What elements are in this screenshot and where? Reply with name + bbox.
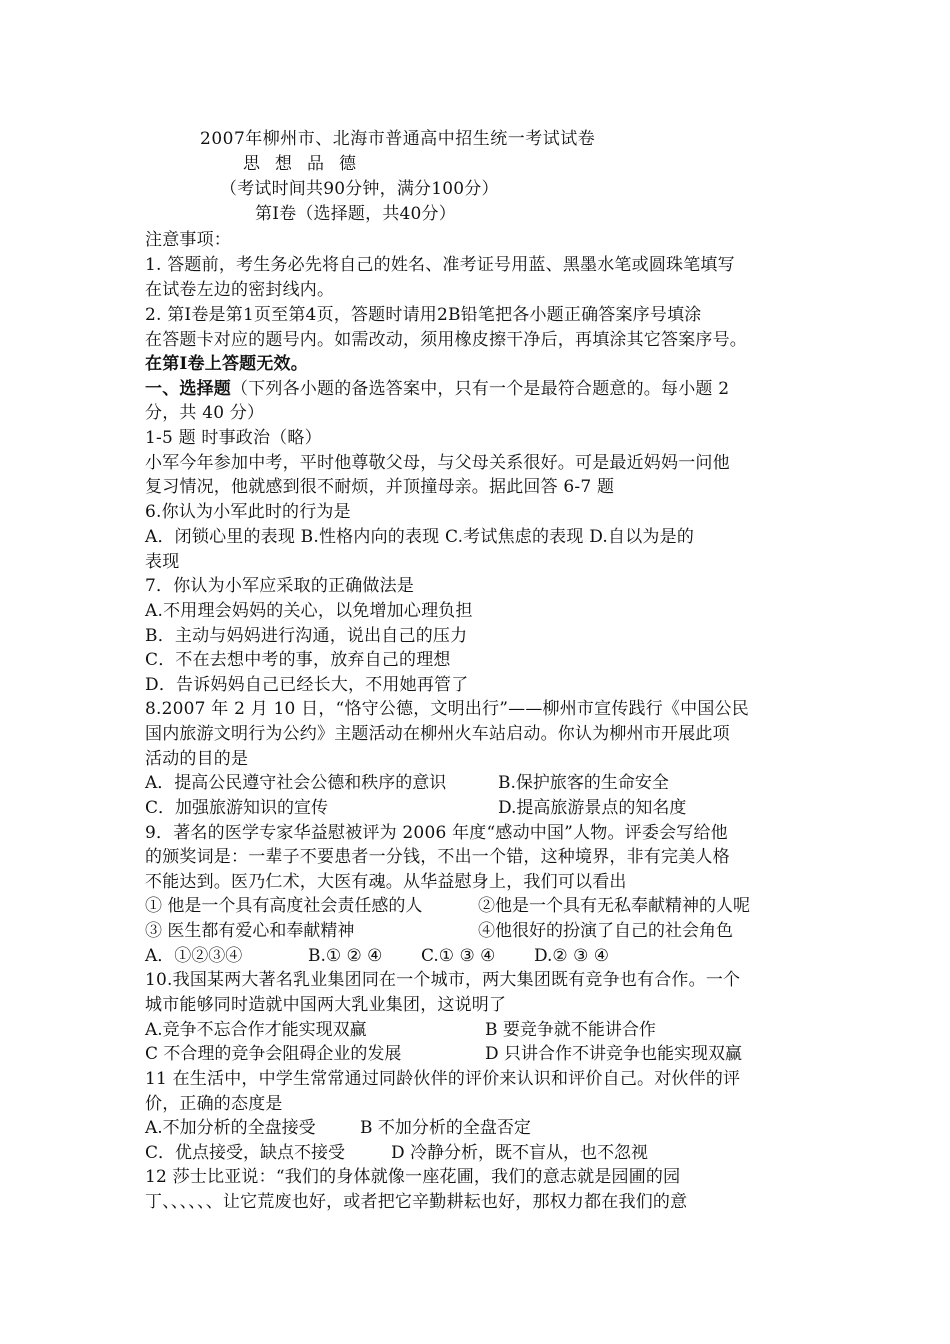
question-6-7-stem-line-1: 小军今年参加中考，平时他尊敬父母，与父母关系很好。可是最近妈妈一问他 [145,453,730,473]
question-10-line-2: 城市能够同时造就中国两大乳业集团，这说明了 [145,995,507,1015]
question-12-line-1: 12 莎士比亚说：“我们的身体就像一座花圃，我们的意志就是园圃的园 [145,1167,681,1187]
notice-heading: 注意事项： [145,230,231,250]
notice-item-2-line-2: 在答题卡对应的题号内。如需改动，须用橡皮擦干净后，再填涂其它答案序号。 [145,330,747,350]
question-9-line-1: 9．著名的医学专家华益慰被评为 2006 年度“感动中国”人物。评委会写给他 [145,823,728,843]
question-9-statement-3: ③ 医生都有爱心和奉献精神 [145,921,355,941]
question-11-option-b: B 不加分析的全盘否定 [360,1118,531,1138]
question-11-line-1: 11 在生活中，中学生常常通过同龄伙伴的评价来认识和评价自己。对伙伴的评 [145,1069,741,1089]
question-7-option-b: B．主动与妈妈进行沟通，说出自己的压力 [145,626,468,646]
question-6-options-line-1: A．闭锁心里的表现 B.性格内向的表现 C.考试焦虑的表现 D.自以为是的 [145,527,695,547]
exam-part-title: 第Ⅰ卷（选择题，共40分） [255,204,456,224]
question-8-line-3: 活动的目的是 [145,749,249,769]
section-1-line-2: 分，共 40 分） [145,403,265,423]
question-10-option-a: A.竞争不忘合作才能实现双赢 [145,1020,367,1040]
question-9-option-b: B.① ② ④ [308,946,383,966]
question-9-statement-4: ④他很好的扮演了自己的社会角色 [478,921,733,941]
exam-title: 2007年柳州市、北海市普通高中招生统一考试试卷 [200,129,596,149]
question-9-option-d: D.② ③ ④ [534,946,609,966]
question-7-option-a: A.不用理会妈妈的关心，以免增加心理负担 [145,601,473,621]
question-9-option-a: A．①②③④ [145,946,243,966]
question-7: 7．你认为小军应采取的正确做法是 [145,576,415,596]
question-10-line-1: 10.我国某两大著名乳业集团同在一个城市，两大集团既有竞争也有合作。一个 [145,970,741,990]
exam-subject: 思想品德 [243,154,371,174]
question-11-option-a: A.不加分析的全盘接受 [145,1118,316,1138]
question-1-5: 1-5 题 时事政治（略） [145,428,322,448]
notice-warning: 在第Ⅰ卷上答题无效。 [145,354,308,374]
question-8-option-d: D.提高旅游景点的知名度 [498,798,687,818]
question-7-option-c: C．不在去想中考的事，放弃自己的理想 [145,650,451,670]
question-9-statement-2: ②他是一个具有无私奉献精神的人呢 [478,896,750,916]
question-6-7-stem-line-2: 复习情况，他就感到很不耐烦，并顶撞母亲。据此回答 6-7 题 [145,477,615,497]
question-9-option-c: C.① ③ ④ [421,946,496,966]
question-8-option-b: B.保护旅客的生命安全 [498,773,669,793]
question-7-option-d: D．告诉妈妈自己已经长大，不用她再管了 [145,675,469,695]
question-8-option-a: A．提高公民遵守社会公德和秩序的意识 [145,773,447,793]
question-10-option-c: C 不合理的竞争会阻碍企业的发展 [145,1044,402,1064]
question-12-line-2: 丁、、、、、、让它荒废也好，或者把它辛勤耕耘也好，那权力都在我们的意 [145,1192,688,1212]
question-11-option-d: D 冷静分析，既不盲从，也不忽视 [391,1143,649,1163]
question-9-statement-1: ① 他是一个具有高度社会责任感的人 [145,896,423,916]
notice-item-1-line-1: 1. 答题前，考生务必先将自己的姓名、准考证号用蓝、黑墨水笔或圆珠笔填写 [145,255,735,275]
section-1-heading: 一、选择题 [145,379,231,399]
section-1-line-1 [145,377,729,401]
question-10-option-d: D 只讲合作不讲竞争也能实现双赢 [485,1044,743,1064]
question-9-line-3: 不能达到。医乃仁术，大医有魂。从华益慰身上，我们可以看出 [145,872,627,892]
question-10-option-b: B 要竞争就不能讲合作 [485,1020,656,1040]
question-9-line-2: 的颁奖词是：一辈子不要患者一分钱，不出一个错，这种境界，非有完美人格 [145,847,730,867]
exam-time-note: （考试时间共90分钟，满分100分） [220,179,499,199]
question-11-option-c: C．优点接受，缺点不接受 [145,1143,346,1163]
question-8-option-c: C．加强旅游知识的宣传 [145,798,329,818]
question-6-options-line-2: 表现 [145,552,180,572]
question-6: 6.你认为小军此时的行为是 [145,502,351,522]
notice-item-1-line-2: 在试卷左边的密封线内。 [145,280,335,300]
notice-item-2-line-1: 2. 第Ⅰ卷是第1页至第4页，答题时请用2B铅笔把各小题正确答案序号填涂 [145,305,702,325]
question-11-line-2: 价，正确的态度是 [145,1094,283,1114]
question-8-line-1: 8.2007 年 2 月 10 日，“恪守公德，文明出行”——柳州市宣传践行《中国公民 [145,699,749,719]
section-1-desc: （下列各小题的备选答案中，只有一个是最符合题意的。每小题 2 [231,379,730,399]
question-8-line-2: 国内旅游文明行为公约》主题活动在柳州火车站启动。你认为柳州市开展此项 [145,724,730,744]
